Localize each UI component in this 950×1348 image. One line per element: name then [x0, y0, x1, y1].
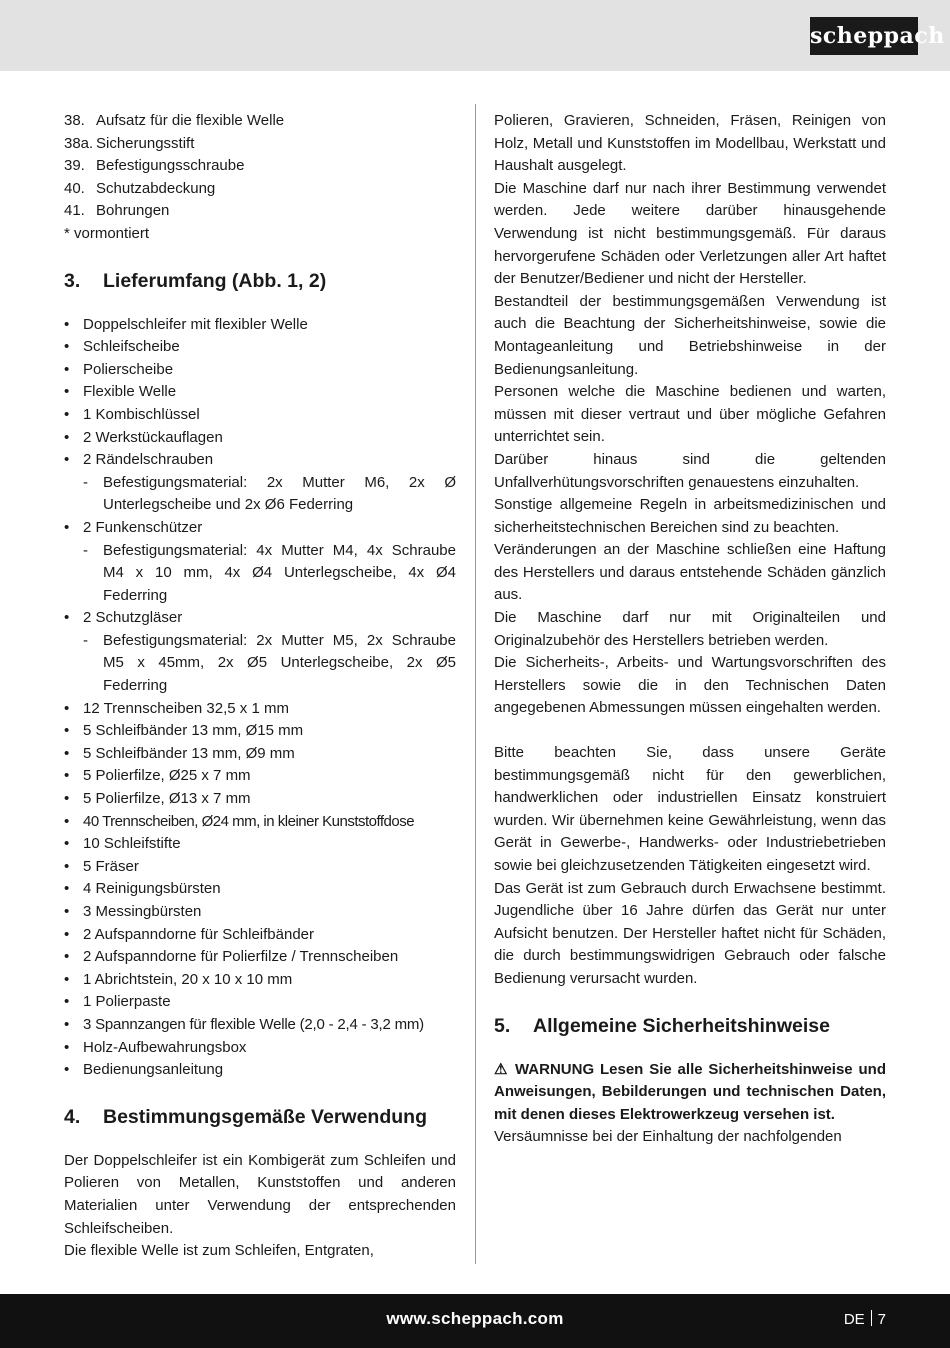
page-number: 7	[877, 1311, 886, 1328]
list-item: • 3 Spannzangen für flexible Welle (2,0 - 2,4 - 3,2 mm)	[64, 1014, 456, 1037]
list-item: • 5 Polierfilze, Ø13 x 7 mm	[64, 788, 456, 811]
list-item: • 5 Fräser	[64, 856, 456, 879]
list-item: • 2 Funkenschützer	[64, 517, 456, 540]
parts-list-item: 38a. Sicherungsstift	[64, 134, 195, 152]
list-item: • Flexible Welle	[64, 381, 456, 404]
paragraph: Bitte beachten Sie, dass unsere Geräte bestimmungsgemäß nicht für den gewerblichen, handwerklichen oder industriellen Einsatz konstruiert wurden. Wir übernehmen keine Gewährleistung, wenn das Gerät in Gewerbe-, Handwerks- oder Industriebetrieben sowie bei gleichzusetzenden Tätigkeiten eingesetzt wird.	[494, 744, 886, 874]
list-item: • 5 Schleifbänder 13 mm, Ø15 mm	[64, 720, 456, 743]
parts-list-item: 41. Bohrungen	[64, 202, 170, 220]
sub-list-item: - Befestigungsmaterial: 4x Mutter M4, 4x Schraube M4 x 10 mm, 4x Ø4 Unterlegscheibe, 4x Ø4 Federring	[64, 540, 456, 608]
list-item: • 5 Schleifbänder 13 mm, Ø9 mm	[64, 743, 456, 766]
list-item: • 4 Reinigungsbürsten	[64, 878, 456, 901]
sub-list-item: - Befestigungsmaterial: 2x Mutter M5, 2x Schraube M5 x 45mm, 2x Ø5 Unterlegscheibe, 2x Ø5 Federring	[64, 630, 456, 698]
list-item: • 2 Aufspanndorne für Schleifbänder	[64, 924, 456, 947]
list-item: • 2 Schutzgläser	[64, 607, 456, 630]
paragraph: Veränderungen an der Maschine schließen eine Haftung des Herstellers und daraus entstehende Schäden gänzlich aus.	[494, 541, 886, 604]
warning-text: ⚠ WARNUNG Lesen Sie alle Sicherheitshinweise und Anweisungen, Bebilderungen und technischen Daten, mit denen dieses Elektrowerkzeug versehen ist.	[494, 1060, 886, 1123]
list-item: • Schleifscheibe	[64, 336, 456, 359]
column-divider	[475, 104, 476, 1264]
list-item: • 2 Werkstückauflagen	[64, 427, 456, 450]
left-column	[64, 110, 456, 1263]
page-header	[0, 0, 950, 71]
section-heading-5: 5. Allgemeine Sicherheitshinweise	[494, 1014, 830, 1037]
paragraph: Der Doppelschleifer ist ein Kombigerät zum Schleifen und Polieren von Metallen, Kunststoffen und anderen Materialien unter Verwendung der entsprechenden Schleifscheiben.	[64, 1151, 456, 1237]
paragraph: Sonstige allgemeine Regeln in arbeitsmedizinischen und sicherheitstechnischen Bereichen sind zu beachten.	[494, 496, 886, 536]
separator	[871, 1310, 872, 1326]
list-item: • 12 Trennscheiben 32,5 x 1 mm	[64, 698, 456, 721]
website-link[interactable]: www.scheppach.com	[386, 1309, 564, 1328]
paragraph: Personen welche die Maschine bedienen und warten, müssen mit dieser vertraut und über mögliche Gefahren unterrichtet sein.	[494, 383, 886, 446]
parts-list-item: 40. Schutzabdeckung	[64, 179, 216, 197]
page-indicator	[844, 1310, 886, 1328]
scheppach-logo: scheppach	[810, 17, 918, 55]
preassembled-note: * vormontiert	[64, 224, 150, 242]
list-item: • Polierscheibe	[64, 359, 456, 382]
list-item: • 1 Kombischlüssel	[64, 404, 456, 427]
list-item: • 2 Aufspanndorne für Polierfilze / Trennscheiben	[64, 946, 456, 969]
delivery-list	[64, 314, 456, 1082]
list-item: • Holz-Aufbewahrungsbox	[64, 1037, 456, 1060]
paragraph: Die Maschine darf nur nach ihrer Bestimmung verwendet werden. Jede weitere darüber hinausgehende Verwendung ist nicht bestimmungsgemäß. Für daraus hervorgerufene Schäden oder Verletzungen aller Art haftet der Benutzer/Bediener und nicht der Hersteller.	[494, 179, 886, 288]
list-item: • Doppelschleifer mit flexibler Welle	[64, 314, 456, 337]
paragraph: Versäumnisse bei der Einhaltung der nachfolgenden	[494, 1128, 842, 1146]
list-item: • 1 Polierpaste	[64, 991, 456, 1014]
paragraph: Das Gerät ist zum Gebrauch durch Erwachsene bestimmt. Jugendliche über 16 Jahre dürfen das Gerät nur unter Aufsicht benutzen. Der Hersteller haftet nicht für Schäden, die durch bestimmungswidrigen Gebrauch oder falsche Bedienung verursacht wurden.	[494, 879, 886, 987]
parts-list-item: 38. Aufsatz für die flexible Welle	[64, 112, 285, 129]
section-heading-4: 4. Bestimmungsgemäße Verwendung	[64, 1105, 427, 1128]
paragraph: Polieren, Gravieren, Schneiden, Fräsen, Reinigen von Holz, Metall und Kunststoffen im Modellbau, Werkstatt und Haushalt ausgelegt.	[494, 112, 886, 175]
list-item: • 2 Rändelschrauben	[64, 449, 456, 472]
list-item: • 5 Polierfilze, Ø25 x 7 mm	[64, 765, 456, 788]
section-heading-3: 3. Lieferumfang (Abb. 1, 2)	[64, 269, 327, 292]
list-item: • 40 Trennscheiben, Ø24 mm, in kleiner Kunststoffdose	[64, 811, 456, 834]
paragraph: Bestandteil der bestimmungsgemäßen Verwendung ist auch die Beachtung der Sicherheitshinweise, sowie die Montageanleitung und Betriebshinweise in der Bedienungsanleitung.	[494, 292, 886, 378]
sub-list-item: - Befestigungsmaterial: 2x Mutter M6, 2x Ø Unterlegscheibe und 2x Ø6 Federring	[64, 472, 456, 517]
list-item: • 3 Messingbürsten	[64, 901, 456, 924]
parts-list	[64, 110, 456, 246]
right-column	[494, 110, 886, 1149]
page-footer	[0, 1294, 950, 1348]
paragraph: Die Maschine darf nur mit Originalteilen und Originalzubehör des Herstellers betrieben werden.	[494, 609, 886, 649]
paragraph: Die Sicherheits-, Arbeits- und Wartungsvorschriften des Herstellers sowie die in den Technischen Daten angegebenen Abmessungen müssen eingehalten werden.	[494, 654, 886, 717]
paragraph: Darüber hinaus sind die geltenden Unfallverhütungsvorschriften genauestens einzuhalten.	[494, 450, 886, 491]
list-item: • 1 Abrichtstein, 20 x 10 x 10 mm	[64, 969, 456, 992]
paragraph: Die flexible Welle ist zum Schleifen, Entgraten,	[64, 1242, 374, 1260]
list-item: • Bedienungsanleitung	[64, 1059, 456, 1082]
language-code: DE	[843, 1311, 865, 1328]
parts-list-item: 39. Befestigungsschraube	[64, 157, 245, 175]
list-item: • 10 Schleifstifte	[64, 833, 456, 856]
